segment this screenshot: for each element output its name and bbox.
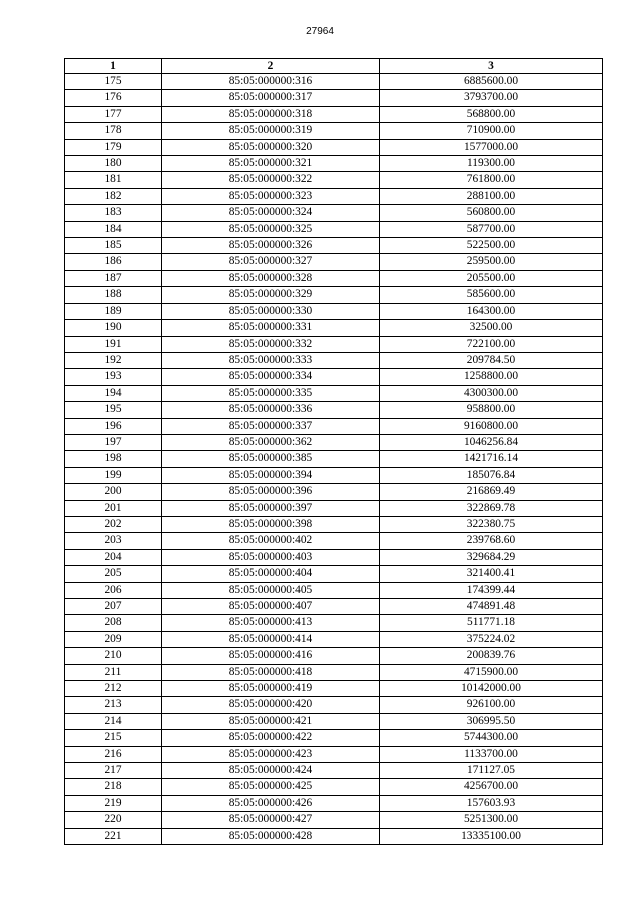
value-cell: 3793700.00: [380, 90, 603, 106]
value-cell: 587700.00: [380, 221, 603, 237]
value-cell: 1133700.00: [380, 746, 603, 762]
value-cell: 164300.00: [380, 303, 603, 319]
table-row: [65, 664, 603, 680]
table-row: [65, 221, 603, 237]
row-number-cell: 176: [65, 90, 162, 106]
value-cell: 200839.76: [380, 648, 603, 664]
table-row: [65, 188, 603, 204]
row-number-cell: 184: [65, 221, 162, 237]
cadastral-number-cell: 85:05:000000:402: [162, 533, 380, 549]
row-number-cell: 214: [65, 713, 162, 729]
row-number-cell: 195: [65, 402, 162, 418]
column-header-2: 2: [162, 59, 380, 74]
cadastral-number-cell: 85:05:000000:336: [162, 402, 380, 418]
table-row: [65, 779, 603, 795]
table-header: [65, 59, 603, 74]
table-row: [65, 582, 603, 598]
header-row: [65, 59, 603, 74]
cadastral-number-cell: 85:05:000000:319: [162, 123, 380, 139]
table-row: [65, 254, 603, 270]
value-cell: 6885600.00: [380, 74, 603, 90]
cadastral-number-cell: 85:05:000000:414: [162, 631, 380, 647]
value-cell: 522500.00: [380, 238, 603, 254]
page-number: 27964: [306, 26, 334, 37]
table-row: [65, 500, 603, 516]
cadastral-number-cell: 85:05:000000:334: [162, 369, 380, 385]
table-row: [65, 681, 603, 697]
cadastral-number-cell: 85:05:000000:394: [162, 467, 380, 483]
row-number-cell: 182: [65, 188, 162, 204]
table-row: [65, 566, 603, 582]
cadastral-number-cell: 85:05:000000:407: [162, 599, 380, 615]
row-number-cell: 212: [65, 681, 162, 697]
table-row: [65, 451, 603, 467]
value-cell: 722100.00: [380, 336, 603, 352]
row-number-cell: 202: [65, 516, 162, 532]
table-row: [65, 74, 603, 90]
table-row: [65, 599, 603, 615]
value-cell: 329684.29: [380, 549, 603, 565]
cadastral-number-cell: 85:05:000000:331: [162, 320, 380, 336]
row-number-cell: 183: [65, 205, 162, 221]
cadastral-number-cell: 85:05:000000:422: [162, 730, 380, 746]
cadastral-number-cell: 85:05:000000:424: [162, 763, 380, 779]
table-row: [65, 763, 603, 779]
value-cell: 761800.00: [380, 172, 603, 188]
value-cell: 306995.50: [380, 713, 603, 729]
row-number-cell: 188: [65, 287, 162, 303]
table-row: [65, 270, 603, 286]
value-cell: 288100.00: [380, 188, 603, 204]
value-cell: 474891.48: [380, 599, 603, 615]
row-number-cell: 205: [65, 566, 162, 582]
row-number-cell: 206: [65, 582, 162, 598]
row-number-cell: 196: [65, 418, 162, 434]
cadastral-number-cell: 85:05:000000:419: [162, 681, 380, 697]
row-number-cell: 187: [65, 270, 162, 286]
row-number-cell: 207: [65, 599, 162, 615]
cadastral-number-cell: 85:05:000000:398: [162, 516, 380, 532]
value-cell: 585600.00: [380, 287, 603, 303]
table-row: [65, 648, 603, 664]
table-row: [65, 434, 603, 450]
cadastral-number-cell: 85:05:000000:421: [162, 713, 380, 729]
cadastral-number-cell: 85:05:000000:321: [162, 156, 380, 172]
cadastral-number-cell: 85:05:000000:324: [162, 205, 380, 221]
table-row: [65, 336, 603, 352]
value-cell: 171127.05: [380, 763, 603, 779]
cadastral-number-cell: 85:05:000000:416: [162, 648, 380, 664]
table-row: [65, 730, 603, 746]
table-row: [65, 746, 603, 762]
cadastral-number-cell: 85:05:000000:385: [162, 451, 380, 467]
value-cell: 216869.49: [380, 484, 603, 500]
cadastral-number-cell: 85:05:000000:418: [162, 664, 380, 680]
value-cell: 5251300.00: [380, 812, 603, 828]
table-row: [65, 402, 603, 418]
row-number-cell: 200: [65, 484, 162, 500]
cadastral-number-cell: 85:05:000000:405: [162, 582, 380, 598]
cadastral-number-cell: 85:05:000000:325: [162, 221, 380, 237]
row-number-cell: 210: [65, 648, 162, 664]
row-number-cell: 178: [65, 123, 162, 139]
table-row: [65, 549, 603, 565]
value-cell: 157603.93: [380, 795, 603, 811]
value-cell: 958800.00: [380, 402, 603, 418]
value-cell: 4300300.00: [380, 385, 603, 401]
table-row: [65, 90, 603, 106]
value-cell: 1046256.84: [380, 434, 603, 450]
table-row: [65, 139, 603, 155]
row-number-cell: 198: [65, 451, 162, 467]
row-number-cell: 218: [65, 779, 162, 795]
value-cell: 926100.00: [380, 697, 603, 713]
row-number-cell: 216: [65, 746, 162, 762]
cadastral-number-cell: 85:05:000000:404: [162, 566, 380, 582]
data-table: [64, 58, 603, 845]
row-number-cell: 185: [65, 238, 162, 254]
cadastral-number-cell: 85:05:000000:327: [162, 254, 380, 270]
value-cell: 568800.00: [380, 106, 603, 122]
table-row: [65, 615, 603, 631]
table-row: [65, 516, 603, 532]
table-row: [65, 713, 603, 729]
cadastral-number-cell: 85:05:000000:425: [162, 779, 380, 795]
row-number-cell: 201: [65, 500, 162, 516]
value-cell: 375224.02: [380, 631, 603, 647]
row-number-cell: 217: [65, 763, 162, 779]
cadastral-number-cell: 85:05:000000:333: [162, 352, 380, 368]
value-cell: 9160800.00: [380, 418, 603, 434]
value-cell: 322869.78: [380, 500, 603, 516]
row-number-cell: 211: [65, 664, 162, 680]
cadastral-number-cell: 85:05:000000:330: [162, 303, 380, 319]
row-number-cell: 193: [65, 369, 162, 385]
row-number-cell: 209: [65, 631, 162, 647]
value-cell: 4715900.00: [380, 664, 603, 680]
cadastral-number-cell: 85:05:000000:320: [162, 139, 380, 155]
value-cell: 119300.00: [380, 156, 603, 172]
table-row: [65, 287, 603, 303]
cadastral-number-cell: 85:05:000000:428: [162, 828, 380, 844]
table-row: [65, 418, 603, 434]
value-cell: 322380.75: [380, 516, 603, 532]
cadastral-number-cell: 85:05:000000:413: [162, 615, 380, 631]
row-number-cell: 181: [65, 172, 162, 188]
cadastral-number-cell: 85:05:000000:332: [162, 336, 380, 352]
value-cell: 710900.00: [380, 123, 603, 139]
table-row: [65, 697, 603, 713]
cadastral-number-cell: 85:05:000000:328: [162, 270, 380, 286]
column-header-3: 3: [380, 59, 603, 74]
row-number-cell: 191: [65, 336, 162, 352]
value-cell: 174399.44: [380, 582, 603, 598]
cadastral-number-cell: 85:05:000000:316: [162, 74, 380, 90]
cadastral-number-cell: 85:05:000000:337: [162, 418, 380, 434]
cadastral-number-cell: 85:05:000000:318: [162, 106, 380, 122]
value-cell: 560800.00: [380, 205, 603, 221]
value-cell: 1421716.14: [380, 451, 603, 467]
cadastral-number-cell: 85:05:000000:426: [162, 795, 380, 811]
table-row: [65, 106, 603, 122]
cadastral-number-cell: 85:05:000000:423: [162, 746, 380, 762]
value-cell: 321400.41: [380, 566, 603, 582]
cadastral-number-cell: 85:05:000000:427: [162, 812, 380, 828]
cadastral-number-cell: 85:05:000000:420: [162, 697, 380, 713]
table-row: [65, 303, 603, 319]
value-cell: 511771.18: [380, 615, 603, 631]
row-number-cell: 204: [65, 549, 162, 565]
row-number-cell: 221: [65, 828, 162, 844]
row-number-cell: 177: [65, 106, 162, 122]
row-number-cell: 208: [65, 615, 162, 631]
table-row: [65, 156, 603, 172]
value-cell: 209784.50: [380, 352, 603, 368]
cadastral-number-cell: 85:05:000000:362: [162, 434, 380, 450]
value-cell: 239768.60: [380, 533, 603, 549]
value-cell: 205500.00: [380, 270, 603, 286]
table-row: [65, 123, 603, 139]
table-row: [65, 369, 603, 385]
cadastral-number-cell: 85:05:000000:326: [162, 238, 380, 254]
table-row: [65, 812, 603, 828]
row-number-cell: 219: [65, 795, 162, 811]
value-cell: 4256700.00: [380, 779, 603, 795]
column-header-1: 1: [65, 59, 162, 74]
row-number-cell: 189: [65, 303, 162, 319]
cadastral-number-cell: 85:05:000000:322: [162, 172, 380, 188]
row-number-cell: 220: [65, 812, 162, 828]
value-cell: 10142000.00: [380, 681, 603, 697]
cadastral-number-cell: 85:05:000000:329: [162, 287, 380, 303]
row-number-cell: 186: [65, 254, 162, 270]
table-body: [65, 74, 603, 845]
row-number-cell: 180: [65, 156, 162, 172]
table-row: [65, 238, 603, 254]
row-number-cell: 199: [65, 467, 162, 483]
cadastral-number-cell: 85:05:000000:396: [162, 484, 380, 500]
table-row: [65, 631, 603, 647]
row-number-cell: 213: [65, 697, 162, 713]
table-row: [65, 352, 603, 368]
cadastral-number-cell: 85:05:000000:403: [162, 549, 380, 565]
cadastral-number-cell: 85:05:000000:317: [162, 90, 380, 106]
row-number-cell: 197: [65, 434, 162, 450]
table-row: [65, 320, 603, 336]
table-row: [65, 467, 603, 483]
cadastral-number-cell: 85:05:000000:397: [162, 500, 380, 516]
value-cell: 5744300.00: [380, 730, 603, 746]
row-number-cell: 192: [65, 352, 162, 368]
table-row: [65, 172, 603, 188]
row-number-cell: 194: [65, 385, 162, 401]
row-number-cell: 175: [65, 74, 162, 90]
table-row: [65, 533, 603, 549]
row-number-cell: 190: [65, 320, 162, 336]
value-cell: 185076.84: [380, 467, 603, 483]
table-row: [65, 828, 603, 844]
table-row: [65, 795, 603, 811]
cadastral-number-cell: 85:05:000000:323: [162, 188, 380, 204]
row-number-cell: 179: [65, 139, 162, 155]
table-row: [65, 205, 603, 221]
row-number-cell: 215: [65, 730, 162, 746]
row-number-cell: 203: [65, 533, 162, 549]
table-row: [65, 385, 603, 401]
table-row: [65, 484, 603, 500]
value-cell: 259500.00: [380, 254, 603, 270]
value-cell: 13335100.00: [380, 828, 603, 844]
cadastral-number-cell: 85:05:000000:335: [162, 385, 380, 401]
value-cell: 1258800.00: [380, 369, 603, 385]
value-cell: 32500.00: [380, 320, 603, 336]
value-cell: 1577000.00: [380, 139, 603, 155]
